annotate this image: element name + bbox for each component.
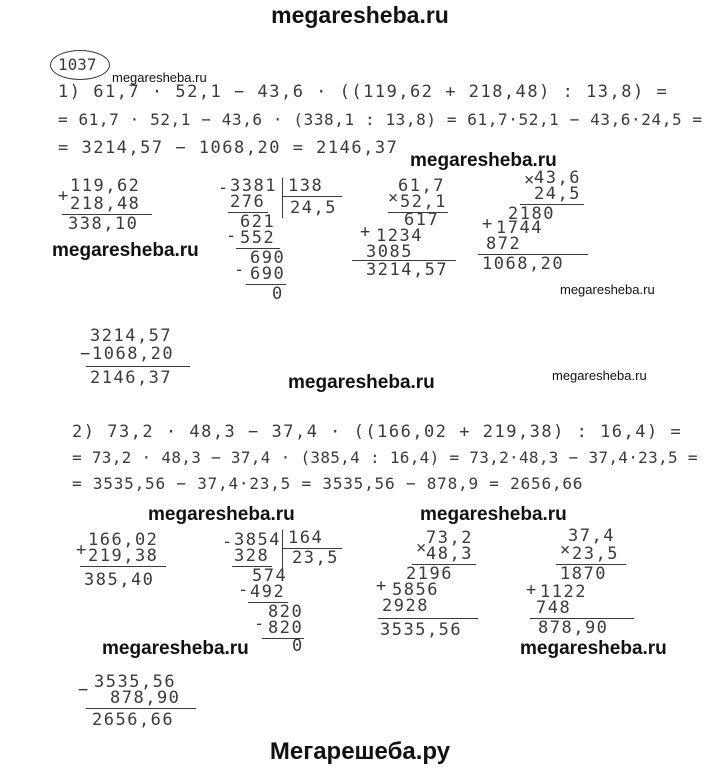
p2-mul1-result: 3535,56 xyxy=(380,620,463,640)
p2-mul2-sign: × xyxy=(560,540,572,560)
part2-line2: = 73,2 · 48,3 − 37,4 · (385,4 : 16,4) = 73,2·48,3 − 37,4·23,5 = xyxy=(72,448,698,467)
watermark: megaresheba.ru xyxy=(102,638,249,659)
p2-div-dividend: 3854 xyxy=(234,530,281,550)
p1-mul1-p1: 617 xyxy=(404,210,440,230)
p1-mul2-b: 24,5 xyxy=(534,184,581,204)
p2-div-minus: - xyxy=(222,532,234,552)
p1-mul2-plus: + xyxy=(482,214,494,234)
watermark: megaresheba.ru xyxy=(420,504,567,525)
p1-add-b: 218,48 xyxy=(70,194,141,214)
p2-mul1-a: 73,2 xyxy=(426,528,473,548)
p1-div-bar xyxy=(282,178,283,218)
p2-add-rule xyxy=(80,566,166,567)
watermark: megaresheba.ru xyxy=(148,504,295,525)
p1-div-r1: 621 xyxy=(240,212,276,232)
part1-line3: = 3214,57 − 1068,20 = 2146,37 xyxy=(58,138,399,158)
p2-mul1-p2: 5856 xyxy=(392,580,439,600)
watermark-small: megaresheba.ru xyxy=(112,70,207,85)
p1-div-divisor: 138 xyxy=(288,176,324,196)
p1-mul2-a: 43,6 xyxy=(534,168,581,188)
p2-div-quotient: 23,5 xyxy=(292,548,339,568)
p2-mul2-a: 37,4 xyxy=(568,526,615,546)
p1-div-minus3: - xyxy=(234,260,246,280)
p1-mul2-sign: × xyxy=(524,170,536,190)
p1-mul1-p2: 1234 xyxy=(376,226,423,246)
p1-add-sign: + xyxy=(58,186,70,206)
watermark: megaresheba.ru xyxy=(520,638,667,659)
p1-mul1-a: 61,7 xyxy=(398,176,445,196)
p1-div-quotient: 24,5 xyxy=(290,198,337,218)
p2-add-result: 385,40 xyxy=(84,570,155,590)
p2-mul2-p1: 1870 xyxy=(560,564,607,584)
p2-sub-result: 2656,66 xyxy=(92,710,175,730)
p1-div-minus: - xyxy=(218,178,230,198)
p2-mul1-sign: × xyxy=(416,538,428,558)
p1-mul1-sign: × xyxy=(388,188,400,208)
p2-div-minus2: - xyxy=(238,580,250,600)
part2-line3: = 3535,56 − 37,4·23,5 = 3535,56 − 878,9 = 2656,66 xyxy=(72,474,584,493)
problem-number: 1037 xyxy=(58,55,97,74)
p2-mul1-plus: + xyxy=(376,576,388,596)
watermark: megaresheba.ru xyxy=(288,372,435,393)
watermark: megaresheba.ru xyxy=(52,240,199,261)
p2-sub-b: 878,90 xyxy=(110,688,181,708)
p1-add-a: 119,62 xyxy=(70,176,141,196)
p1-mul2-p2: 1744 xyxy=(496,218,543,238)
p1-sub-sign: − xyxy=(80,344,92,364)
p2-div-s3: 820 xyxy=(268,618,304,638)
p2-add-a: 166,02 xyxy=(88,530,159,550)
p1-div-s3: 690 xyxy=(250,264,286,284)
p1-div-r2: 690 xyxy=(250,248,286,268)
p1-sub-a: 3214,57 xyxy=(90,326,173,346)
site-header: megaresheba.ru xyxy=(271,2,449,28)
p2-sub-rule xyxy=(86,708,196,709)
p1-sub-rule xyxy=(86,366,190,367)
p2-mul1-rule2 xyxy=(378,618,478,619)
p2-div-divisor: 164 xyxy=(288,528,324,548)
p1-div-minus2: - xyxy=(226,226,238,246)
p2-div-s2: 492 xyxy=(250,582,286,602)
p2-div-s1: 328 xyxy=(234,546,270,566)
p2-div-r2: 820 xyxy=(268,602,304,622)
p2-div-r1: 574 xyxy=(252,566,288,586)
p2-add-sign: + xyxy=(76,540,88,560)
site-footer: Мегарешеба.ру xyxy=(269,738,451,765)
p2-mul1-b: 48,3 xyxy=(426,544,473,564)
part1-line2: = 61,7 · 52,1 − 43,6 · (338,1 : 13,8) = 61,7·52,1 − 43,6·24,5 = xyxy=(58,110,703,129)
p1-mul1-b: 52,1 xyxy=(400,192,447,212)
p2-mul2-p3: 748 xyxy=(536,598,572,618)
p1-mul1-result: 3214,57 xyxy=(366,260,449,280)
p1-mul1-plus: + xyxy=(360,222,372,242)
p1-mul2-result: 1068,20 xyxy=(482,254,565,274)
p1-div-s2: 552 xyxy=(240,228,276,248)
p2-add-b: 219,38 xyxy=(88,546,159,566)
p2-div-r3: 0 xyxy=(292,636,304,656)
p2-sub-a: 3535,56 xyxy=(94,672,177,692)
p1-add-result: 338,10 xyxy=(68,214,139,234)
p1-div-r3: 0 xyxy=(272,284,284,304)
p2-mul2-p2: 1122 xyxy=(540,582,587,602)
p1-mul2-p1: 2180 xyxy=(508,204,555,224)
p2-mul1-p3: 2928 xyxy=(382,596,429,616)
watermark: megaresheba.ru xyxy=(410,150,557,171)
part1-line1: 1) 61,7 · 52,1 − 43,6 · ((119,62 + 218,48) : 13,8) = xyxy=(58,82,669,102)
p2-mul2-result: 878,90 xyxy=(538,618,609,638)
part2-line1: 2) 73,2 · 48,3 − 37,4 · ((166,02 + 219,38) : 16,4) = xyxy=(72,422,683,442)
p2-div-minus3: - xyxy=(254,614,266,634)
p1-sub-b: 1068,20 xyxy=(92,344,175,364)
p1-div-s1: 276 xyxy=(230,192,266,212)
p1-div-divisor-rule xyxy=(282,196,342,197)
p1-sub-result: 2146,37 xyxy=(90,368,173,388)
p2-mul2-b: 23,5 xyxy=(572,544,619,564)
p2-mul1-p1: 2196 xyxy=(406,564,453,584)
p2-mul2-plus: + xyxy=(526,580,538,600)
p2-div-bar xyxy=(282,530,283,570)
watermark-small: megaresheba.ru xyxy=(560,282,655,297)
p1-mul2-p3: 872 xyxy=(486,234,522,254)
p1-div-dividend: 3381 xyxy=(230,176,277,196)
p1-mul1-p3: 3085 xyxy=(366,242,413,262)
p2-sub-sign: − xyxy=(78,680,90,700)
watermark-small: megaresheba.ru xyxy=(552,368,647,383)
